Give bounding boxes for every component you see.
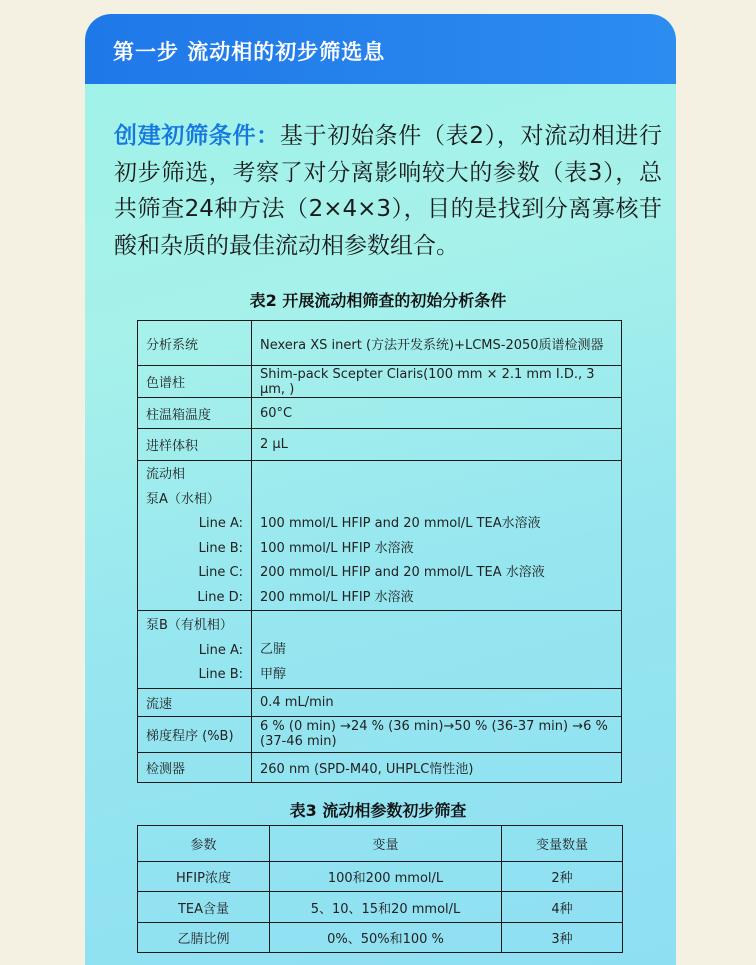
conditions-table [137,320,622,783]
table-row [138,429,622,461]
table-cell: 分析系统 [138,321,252,366]
table-row [138,923,623,953]
table-cell: 0.4 mL/min [252,688,622,716]
table-row [138,461,622,611]
line-d-value: 200 mmol/L HFIP 水溶液 [260,589,414,605]
pump-a-label: 泵A（水相） [146,491,220,507]
table-cell: 流速 [138,688,252,716]
table-cell: 6 % (0 min) →24 % (36 min)→50 % (36-37 min) →6 % (37-46 min) [252,716,622,752]
table-row [138,892,623,923]
table-cell: 2种 [502,862,623,892]
line-c-label: Line C: [198,565,243,580]
line-c-value: 200 mmol/L HFIP and 20 mmol/L TEA 水溶液 [260,565,545,580]
table-row [138,862,623,892]
table-cell: 检测器 [138,752,252,782]
table-cell: 乙腈比例 [138,923,270,953]
line-b-value: 甲醇 [260,666,287,682]
line-b-label: Line B: [198,667,243,682]
table-cell: 5、10、15和20 mmol/L [270,892,502,923]
table-row [138,716,622,752]
table-cell [138,461,252,611]
table-cell: Shim-pack Scepter Claris(100 mm × 2.1 mm I.D., 3 μm, ) [252,366,622,398]
line-a-value: 乙腈 [260,642,287,657]
table-cell: 260 nm (SPD-M40, UHPLC惰性池) [252,752,622,782]
line-b-label: Line B: [198,540,243,556]
table3-caption: 表3 流动相参数初步筛查 [289,801,467,820]
table-cell [138,611,252,689]
table-cell: 3种 [502,923,623,953]
table-cell: Nexera XS inert (方法开发系统)+LCMS-2050质谱检测器 [252,321,622,366]
table-row [138,366,622,398]
table-cell: 梯度程序 (%B) [138,716,252,752]
table2-caption: 表2 开展流动相筛查的初始分析条件 [249,291,507,310]
table-cell: 2 μL [252,429,622,461]
table-cell: 60°C [252,398,622,429]
column-header: 参数 [138,826,270,862]
table-cell [252,461,622,611]
table-header-row [138,826,623,862]
table-cell: HFIP浓度 [138,862,270,892]
table-row [138,398,622,429]
line-a-value: 100 mmol/L HFIP and 20 mmol/L TEA水溶液 [260,516,541,531]
table-cell: 进样体积 [138,429,252,461]
table-row [138,752,622,782]
table-row [138,688,622,716]
table-cell: TEA含量 [138,892,270,923]
header-bar [85,14,676,84]
table-cell: 柱温箱温度 [138,398,252,429]
table-cell [252,611,622,689]
table-row [138,321,622,366]
table-row [138,611,622,689]
intro-paragraph [114,118,662,264]
screening-table [137,825,623,953]
table-cell: 色谱柱 [138,366,252,398]
line-a-label: Line A: [198,516,243,531]
column-header: 变量数量 [502,826,623,862]
intro-lead: 创建初筛条件： [114,123,280,149]
table-cell: 0%、50%和100 % [270,923,502,953]
page-title: 第一步 流动相的初步筛选息 [113,40,386,64]
line-d-label: Line D: [197,589,243,605]
mobile-phase-label: 流动相 [146,467,186,482]
column-header: 变量 [270,826,502,862]
line-b-value: 100 mmol/L HFIP 水溶液 [260,540,414,556]
table-cell: 100和200 mmol/L [270,862,502,892]
line-a-label: Line A: [198,642,243,658]
table-cell: 4种 [502,892,623,923]
intro-body: 基于初始条件（表2），对流动相进行初步筛选，考察了对分离影响较大的参数（表3），总共筛查24种方法（2×4×3），目的是找到分离寡核苷酸和杂质的最佳流动相参数组合。 [114,123,662,259]
pump-b-label: 泵B（有机相） [146,618,233,633]
